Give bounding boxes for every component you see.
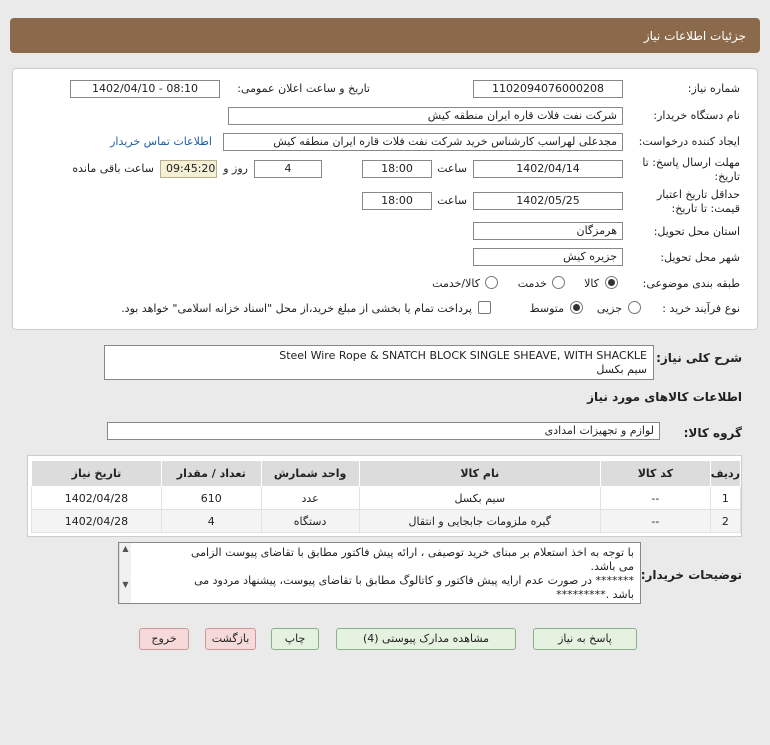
col-header-qty: تعداد / مقدار — [161, 461, 261, 487]
validity-time-field: 18:00 — [362, 192, 432, 210]
cell-date: 1402/04/28 — [32, 487, 162, 510]
page-header — [10, 18, 760, 53]
category-service-radio[interactable] — [552, 276, 565, 289]
category-goods-label: کالا — [584, 277, 599, 290]
general-desc-line1: Steel Wire Rope & SNATCH BLOCK SINGLE SHEAVE, WITH SHACKLE — [279, 349, 647, 362]
table-row — [32, 510, 741, 533]
days-remaining-field: 4 — [254, 160, 322, 178]
deadline-date-field: 1402/04/14 — [473, 160, 623, 178]
buyer-notes-line1: با توجه به اخذ استعلام بر مبنای خرید توصیفی ، ارائه پیش فاکتور مطابق با تقاضای پیوست الزامی — [191, 546, 634, 559]
city-label: شهر محل تحویل: — [660, 251, 740, 264]
announce-field: 1402/04/10 - 08:10 — [70, 80, 220, 98]
need-number-label: شماره نیاز: — [687, 82, 740, 95]
process-label: نوع فرآیند خرید : — [662, 302, 740, 315]
buyer-notes-line2: می باشد. — [590, 560, 634, 573]
goods-group-label: گروه کالا: — [683, 426, 742, 440]
process-minor-label: جزیی — [596, 302, 622, 315]
reply-button[interactable]: پاسخ به نیاز — [533, 628, 637, 650]
process-medium-label: متوسط — [529, 302, 564, 315]
remaining-time-field: 09:45:20 — [160, 160, 217, 178]
validity-date-field: 1402/05/25 — [473, 192, 623, 210]
province-field: هرمزگان — [473, 222, 623, 240]
city-field: جزیره کیش — [473, 248, 623, 266]
buyer-notes-line4: باشد .********* — [556, 588, 634, 601]
buyer-notes-label: توضیحات خریدار: — [640, 568, 742, 582]
table-header-row — [32, 461, 741, 487]
col-header-row-num: ردیف — [710, 461, 740, 487]
col-header-name: نام کالا — [359, 461, 600, 487]
general-desc-line2: سیم بکسل — [596, 363, 647, 376]
exit-button[interactable]: خروج — [139, 628, 189, 650]
goods-group-field: لوازم و تجهیزات امدادی — [107, 422, 660, 440]
days-label: روز و — [223, 162, 248, 175]
province-label: استان محل تحویل: — [653, 225, 740, 238]
announce-label: تاریخ و ساعت اعلان عمومی: — [237, 82, 370, 95]
table-row — [32, 487, 741, 510]
treasury-payment-note: پرداخت تمام یا بخشی از مبلغ خرید،از محل "اسناد خزانه اسلامی" خواهد بود. — [121, 302, 472, 315]
cell-unit: عدد — [261, 487, 359, 510]
validity-time-label: ساعت — [437, 194, 467, 207]
deadline-time-label: ساعت — [437, 162, 467, 175]
items-table — [31, 460, 741, 533]
deadline-label: مهلت ارسال پاسخ: تا — [642, 156, 740, 169]
cell-name: سیم بکسل — [359, 487, 600, 510]
process-medium-radio[interactable] — [570, 301, 583, 314]
general-desc-label: شرح کلی نیاز: — [656, 351, 742, 365]
remaining-time-label: ساعت باقی مانده — [72, 162, 154, 175]
cell-code: -- — [601, 487, 711, 510]
cell-row-num: 2 — [710, 510, 740, 533]
cell-qty: 610 — [161, 487, 261, 510]
scroll-up-icon[interactable]: ▲ — [122, 544, 129, 553]
buyer-notes-line3: ******* در صورت عدم ارایه پیش فاکتور و کاتالوگ مطابق با تقاضای پیوست، پیشنهاد مردود می — [194, 574, 634, 587]
scroll-down-icon[interactable]: ▼ — [122, 580, 129, 589]
category-goods-service-label: کالا/خدمت — [432, 277, 480, 290]
view-attachments-button[interactable]: مشاهده مدارک پیوستی (4) — [336, 628, 516, 650]
category-service-label: خدمت — [517, 277, 547, 290]
category-label: طبقه بندی موضوعی: — [642, 277, 740, 290]
col-header-unit: واحد شمارش — [261, 461, 359, 487]
print-button[interactable]: چاپ — [271, 628, 319, 650]
general-desc-box — [104, 345, 654, 380]
buyer-org-label: نام دستگاه خریدار: — [653, 109, 740, 122]
process-minor-radio[interactable] — [628, 301, 641, 314]
buyer-notes-box — [118, 542, 641, 604]
deadline-label-date: تاریخ: — [714, 170, 740, 183]
back-button[interactable]: بازگشت — [205, 628, 256, 650]
cell-qty: 4 — [161, 510, 261, 533]
col-header-code: کد کالا — [601, 461, 711, 487]
col-header-date: تاریخ نیاز — [32, 461, 162, 487]
cell-name: گیره ملزومات جابجایی و انتقال — [359, 510, 600, 533]
buyer-org-field: شرکت نفت فلات قاره ایران منطقه کیش — [228, 107, 623, 125]
page-title: جزئیات اطلاعات نیاز — [643, 29, 746, 43]
cell-code: -- — [601, 510, 711, 533]
requester-label: ایجاد کننده درخواست: — [638, 135, 740, 148]
cell-date: 1402/04/28 — [32, 510, 162, 533]
validity-label: حداقل تاریخ اعتبار — [656, 188, 740, 201]
need-number-field: 1102094076000208 — [473, 80, 623, 98]
requester-field: مجدعلی لهراسب کارشناس خرید شرکت نفت فلات قاره ایران منطقه کیش — [223, 133, 623, 151]
treasury-payment-checkbox[interactable] — [478, 301, 491, 314]
buyer-contact-link[interactable]: اطلاعات تماس خریدار — [110, 135, 212, 148]
goods-info-title: اطلاعات کالاهای مورد نیاز — [587, 390, 742, 404]
deadline-time-field: 18:00 — [362, 160, 432, 178]
buyer-notes-scrollbar[interactable] — [119, 543, 131, 603]
cell-row-num: 1 — [710, 487, 740, 510]
category-goods-radio[interactable] — [605, 276, 618, 289]
cell-unit: دستگاه — [261, 510, 359, 533]
validity-label-date: قیمت: تا تاریخ: — [671, 202, 740, 215]
category-goods-service-radio[interactable] — [485, 276, 498, 289]
